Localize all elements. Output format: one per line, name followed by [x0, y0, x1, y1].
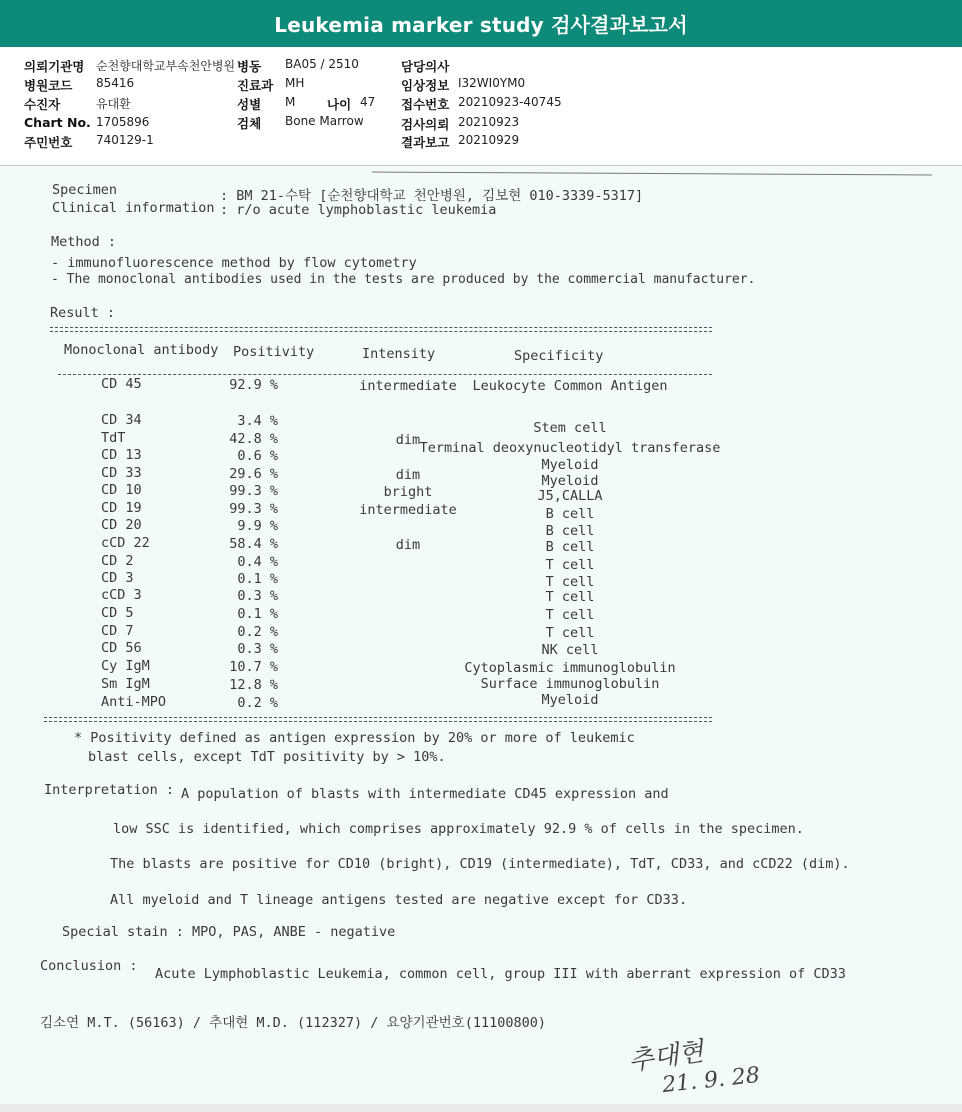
- row-specificity: T cell: [545, 557, 595, 573]
- row-antibody: CD 34: [101, 412, 142, 428]
- table-header-rule: [58, 374, 712, 375]
- row-antibody: CD 13: [101, 447, 142, 463]
- row-antibody: CD 33: [101, 465, 142, 481]
- row-antibody: CD 5: [101, 605, 134, 621]
- interpretation-line-1: A population of blasts with intermediate CD45 expression and: [181, 786, 669, 802]
- row-positivity: 99.3 %: [229, 501, 278, 517]
- row-positivity: 0.3 %: [237, 588, 278, 604]
- row-specificity: T cell: [545, 625, 595, 641]
- hospital-code-value: 85416: [96, 76, 135, 90]
- sex-label: 성별: [237, 97, 262, 112]
- result-title: Result :: [50, 305, 116, 321]
- interpretation-label: Interpretation :: [44, 782, 175, 798]
- clinical-info-value: I32WI0YM0: [458, 76, 526, 90]
- footnote-line-1: * Positivity defined as antigen expression by 20% or more of leukemic: [74, 730, 635, 746]
- row-specificity: Surface immunoglobulin: [480, 676, 660, 692]
- hospital-value: 순천향대학교부속천안병원: [96, 59, 236, 73]
- report-date-value: 20210929: [458, 133, 520, 147]
- row-antibody: cCD 22: [101, 535, 150, 551]
- row-specificity: Leukocyte Common Antigen: [472, 378, 668, 394]
- row-antibody: CD 19: [101, 500, 142, 516]
- header-specificity: Specificity: [514, 348, 604, 364]
- specimen-type-label: 검체: [237, 116, 262, 131]
- table-top-rule: [50, 327, 712, 328]
- row-specificity: T cell: [545, 607, 595, 623]
- clinical-info-label: 임상정보: [401, 78, 450, 93]
- conclusion-value: Acute Lymphoblastic Leukemia, common cell, group III with aberrant expression of CD33: [155, 966, 846, 982]
- clinical-value: : r/o acute lymphoblastic leukemia: [220, 202, 497, 218]
- method-line-1: - immunofluorescence method by flow cytometry: [51, 255, 417, 271]
- footnote-line-2: blast cells, except TdT positivity by > 10%.: [88, 749, 446, 765]
- chart-no-label: Chart No.: [24, 115, 91, 130]
- row-antibody: CD 56: [101, 640, 142, 656]
- row-antibody: CD 7: [101, 623, 134, 639]
- row-antibody: CD 3: [101, 570, 134, 586]
- row-specificity: T cell: [545, 589, 595, 605]
- header-intensity: Intensity: [362, 346, 436, 362]
- interpretation-line-3: The blasts are positive for CD10 (bright), CD19 (intermediate), TdT, CD33, and cCD22 (dim).: [110, 856, 850, 872]
- row-positivity: 10.7 %: [229, 659, 278, 675]
- row-intensity: intermediate: [359, 378, 457, 394]
- resident-no-label: 주민번호: [24, 135, 73, 150]
- row-specificity: Cytoplasmic immunoglobulin: [464, 660, 676, 676]
- request-date-label: 검사의뢰: [401, 117, 450, 132]
- row-positivity: 0.2 %: [237, 695, 278, 711]
- row-positivity: 3.4 %: [237, 413, 278, 429]
- table-bottom-rule-2: [44, 721, 712, 722]
- method-title: Method :: [51, 234, 117, 250]
- report-date-label: 결과보고: [401, 135, 450, 150]
- row-positivity: 0.2 %: [237, 624, 278, 640]
- receipt-no-value: 20210923-40745: [458, 95, 562, 109]
- table-top-rule-2: [50, 331, 712, 332]
- method-line-2: - The monoclonal antibodies used in the tests are produced by the commercial manufacturer.: [51, 272, 756, 287]
- row-antibody: Anti-MPO: [101, 694, 167, 710]
- row-positivity: 0.4 %: [237, 554, 278, 570]
- scanned-report-body: [0, 166, 962, 1104]
- row-antibody: CD 45: [101, 376, 142, 392]
- signatories: 김소연 M.T. (56163) / 추대현 M.D. (112327) / 요양기관번호(11100800): [40, 1015, 546, 1031]
- row-intensity: dim: [395, 432, 421, 448]
- row-specificity: B cell: [545, 523, 595, 539]
- resident-no-value: 740129-1: [96, 133, 154, 147]
- receipt-no-label: 접수번호: [401, 97, 450, 112]
- hospital-code-label: 병원코드: [24, 78, 73, 93]
- row-antibody: Sm IgM: [101, 676, 150, 692]
- row-positivity: 9.9 %: [237, 518, 278, 534]
- interpretation-line-2: low SSC is identified, which comprises approximately 92.9 % of cells in the specimen.: [113, 821, 804, 837]
- row-specificity: T cell: [545, 574, 595, 590]
- handwritten-signature: 추대현: [626, 1036, 706, 1078]
- row-intensity: bright: [383, 484, 433, 500]
- age-value: 47: [360, 95, 376, 109]
- row-specificity: Myeloid: [541, 692, 599, 708]
- row-specificity: B cell: [545, 539, 595, 555]
- conclusion-label: Conclusion :: [40, 958, 138, 974]
- row-antibody: CD 20: [101, 517, 142, 533]
- chart-no-value: 1705896: [96, 115, 150, 129]
- row-intensity: dim: [395, 467, 421, 483]
- row-positivity: 92.9 %: [229, 377, 278, 393]
- row-positivity: 29.6 %: [229, 466, 278, 482]
- row-specificity: J5,CALLA: [537, 488, 603, 504]
- row-intensity: dim: [395, 537, 421, 553]
- page-bottom-strip: [0, 1104, 962, 1112]
- department-value: MH: [285, 76, 305, 90]
- patient-value: 유대환: [96, 97, 131, 111]
- row-positivity: 42.8 %: [229, 431, 278, 447]
- row-positivity: 58.4 %: [229, 536, 278, 552]
- specimen-type-value: Bone Marrow: [285, 114, 364, 128]
- row-positivity: 12.8 %: [229, 677, 278, 693]
- row-specificity: Stem cell: [533, 420, 607, 436]
- scan-top-rule: [372, 172, 932, 176]
- row-antibody: CD 10: [101, 482, 142, 498]
- report-header: [0, 47, 962, 165]
- row-intensity: intermediate: [359, 502, 457, 518]
- row-positivity: 0.3 %: [237, 641, 278, 657]
- patient-label: 수진자: [24, 97, 61, 112]
- ward-label: 병동: [237, 59, 262, 74]
- doctor-label: 담당의사: [401, 59, 450, 74]
- ward-value: BA05 / 2510: [285, 57, 359, 71]
- row-specificity: NK cell: [541, 642, 599, 658]
- handwritten-date: 21. 9. 28: [660, 1062, 762, 1099]
- row-specificity: B cell: [545, 506, 595, 522]
- row-antibody: CD 2: [101, 553, 134, 569]
- sex-value: M: [285, 95, 296, 109]
- row-positivity: 0.1 %: [237, 606, 278, 622]
- row-antibody: TdT: [101, 430, 126, 446]
- row-positivity: 99.3 %: [229, 483, 278, 499]
- interpretation-line-4: All myeloid and T lineage antigens tested are negative except for CD33.: [110, 892, 688, 908]
- age-label: 나이: [327, 97, 352, 112]
- row-specificity: Myeloid: [541, 473, 599, 489]
- request-date-value: 20210923: [458, 115, 520, 129]
- report-title: Leukemia marker study 검사결과보고서: [0, 0, 962, 47]
- clinical-label: Clinical information: [52, 200, 215, 216]
- row-antibody: cCD 3: [101, 587, 142, 603]
- special-stain: Special stain : MPO, PAS, ANBE - negative: [62, 924, 396, 940]
- specimen-label: Specimen: [52, 182, 118, 198]
- row-specificity: Terminal deoxynucleotidyl transferase: [419, 440, 721, 456]
- department-label: 진료과: [237, 78, 274, 93]
- hospital-label: 의뢰기관명: [24, 59, 85, 74]
- header-antibody: Monoclonal antibody: [64, 342, 219, 358]
- table-bottom-rule: [44, 717, 712, 718]
- header-positivity: Positivity: [233, 344, 315, 360]
- row-positivity: 0.6 %: [237, 448, 278, 464]
- row-antibody: Cy IgM: [101, 658, 150, 674]
- specimen-value: : BM 21-수탁 [순천향대학교 천안병원, 김보현 010-3339-5317]: [220, 188, 644, 204]
- row-specificity: Myeloid: [541, 457, 599, 473]
- row-positivity: 0.1 %: [237, 571, 278, 587]
